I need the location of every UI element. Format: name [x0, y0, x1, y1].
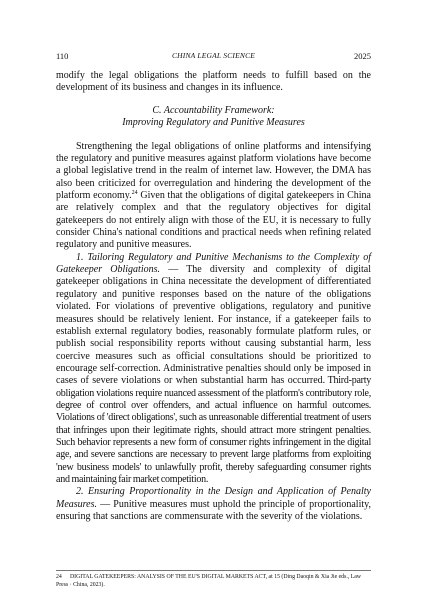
- journal-title: CHINA LEGAL SCIENCE: [171, 51, 256, 60]
- footnote-reference[interactable]: 24: [131, 190, 138, 197]
- subsection-1-heading: 1. Tailoring Regulatory and Punitive Mechanisms to the Complexity of Gatekeeper Obligations.: [56, 251, 371, 276]
- subsection-1-text-b: Third-party obligation violations require nuanced assessment of the platform's contributory role, degree of control over offenders, and actual influence on harmful outcomes. Violations of 'direct obligations', such as unreasonable differential treatment of users that infringes upon their legitimate rights, should attract more stringent penalties. Such behavior represents a new form of consumer rights infringement in the digital age, and severe sanctions are necessary to prevent large platforms from exploiting 'new business models' to unlawfully profit, thereby safeguarding consumer rights and maintaining fair market competition.: [56, 375, 371, 485]
- section-title-line-1: C. Accountability Framework:: [152, 104, 275, 116]
- subsection-1-text-a: — The diversity and complexity of digital gatekeeper obligations in China necessitate the development of differentiated regulatory and punitive responses based on the nature of the obligations violated. For violations of preventive obligations, regulatory and punitive measures should be relatively lenient. For instance, if a gatekeeper fails to establish external regulatory bodies, reasonably formulate platform rules, or publish social responsibility reports without causing substantial harm, less coercive measures such as official consultations should be prioritized to encourage self-correction. Administrative penalties should only be imposed in cases of severe violations or when substantial harm has occurred.: [56, 264, 371, 387]
- section-heading: [56, 105, 371, 130]
- page-number: 110: [56, 51, 69, 61]
- subsection-2-paragraph: [56, 486, 371, 523]
- footnote-text: DIGITAL GATEKEEPERS: ANALYSIS OF THE EU'S DIGITAL MARKETS ACT, at 15 (Ding Daoqin & Xia Jie eds., Law Press · China, 2023).: [56, 574, 361, 588]
- intro-paragraph: modify the legal obligations the platform needs to fulfill based on the development of its business and changes in its influence.: [56, 70, 371, 94]
- footnote-number: 24: [56, 574, 62, 580]
- footnote: [56, 570, 371, 589]
- section-title-line-2: Improving Regulatory and Punitive Measures: [122, 117, 305, 129]
- subsection-2-heading: 2. Ensuring Proportionality in the Design and Application of Penalty Measures.: [56, 486, 371, 510]
- subsection-2-text: — Punitive measures must uphold the principle of proportionality, ensuring that sanctions are commensurate with the severity of the violations.: [56, 498, 371, 522]
- article-body: [56, 70, 371, 523]
- main-paragraph-text-before-note: Strengthening the legal obligations of online platforms and intensifying the regulatory and punitive measures against platform violations have become a global legislative trend in the realm of internet law. However, the DMA has also been criticized for overregulation and hindering the development of the platform economy.: [56, 140, 371, 202]
- main-paragraph: [56, 141, 371, 252]
- publication-year: 2025: [354, 51, 371, 61]
- main-paragraph-text-after-note: Given that the obligations of digital gatekeepers in China are relatively complex and that the regulatory objectives for digital gatekeepers do not entirely align with those of the EU, it is necessary to fully consider China's national conditions and practical needs when refining related regulatory and punitive measures.: [56, 190, 371, 251]
- subsection-1-paragraph: [56, 252, 371, 487]
- running-header: [56, 51, 371, 65]
